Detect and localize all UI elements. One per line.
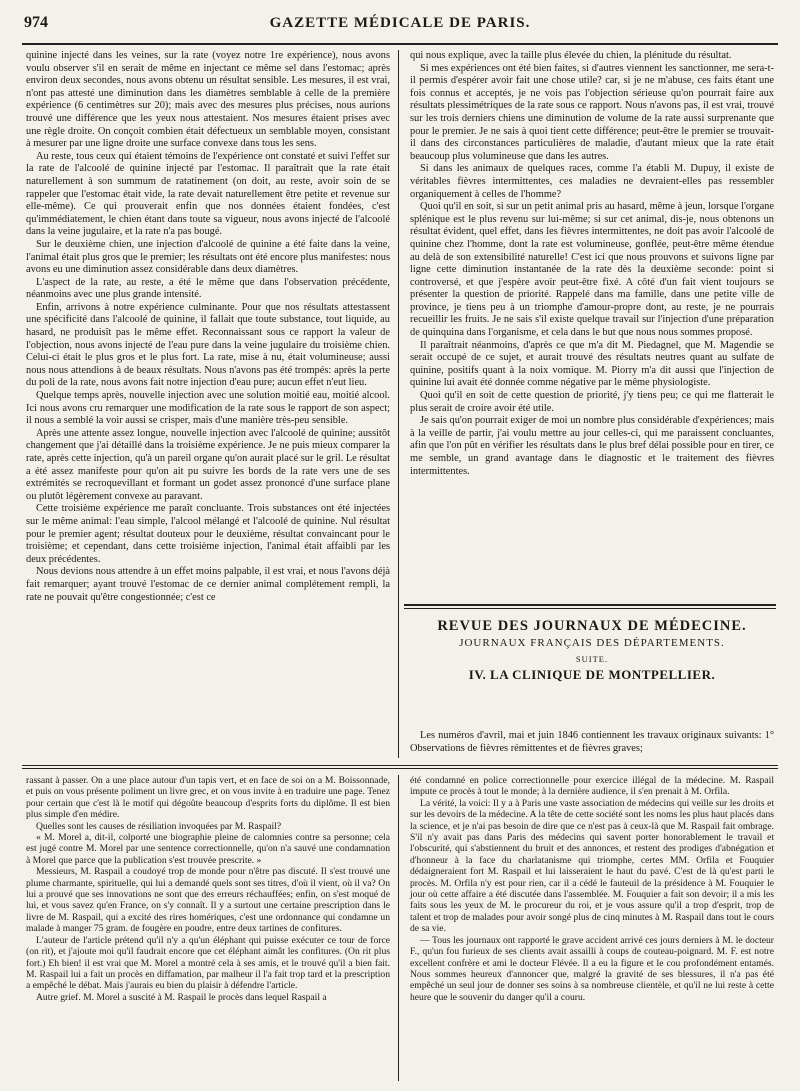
paragraph: Messieurs, M. Raspail a coudoyé trop de monde pour n'être pas discuté. Il s'est trouvé une plume charmante, spirituelle, qui lui a demandé quels sont ses titres, d'où il vient, où il va? On lui a prouvé que ses innovations ne sont que des erreurs réchauffées; enfin, on s'est moqué de lui, et vous savez qu'en France, on s'y connaît. Il y a surtout une certaine prescription dans le livre de M. Raspail, qui a excité des rires homériques, c'est une ordonnance qui condamne un malade à manger 75 gram. de fougère en poudre, entre deux tartines de confitures. [26,866,390,935]
paragraph: Autre grief. M. Morel a suscité à M. Raspail le procès dans lequel Raspail a [36,991,327,1003]
paragraph: — Tous les journaux ont rapporté le grave accident arrivé ces jours derniers à M. le docteur F., qu'un fou furieux de ses clients avait assailli à coups de couteau-poignard. M. F. est notre excellent confrère et ami le docteur Flévée. Il a eu la figure et le cou profondément entamés. Nous sommes heureux d'annoncer que, malgré la gravité de ses blessures, il n'a pas été empêché un seul jour de donner ses soins à sa nombreuse clientèle, et qu'il ne lui reste à cette heure que le souvenir du danger qu'il a couru. [410,934,774,1003]
column-divider-bottom [398,775,399,1081]
horizontal-separator-thin [22,768,778,769]
section-title: REVUE DES JOURNAUX DE MÉDECINE. [437,618,747,634]
section-intro [410,730,774,755]
section-suite: SUITE. [575,654,609,665]
paragraph: Après une attente assez longue, nouvelle injection avec l'alcoolé de quinine; aussitôt changement que j'ai détaillé dans la troisième expérience. Je ne puis mieux comparer la rate, après cette injection, qu'à un pareil organe qu'on aurait placé sur le gril. Le résultat a été assez manifeste pour qu'on ait pu suivre les bords de la rate vers une de ses extrémités se recroquevillant et formant un godet assez prononcé d'une surface plane ou plutôt légèrement convexe au paravant. [26,427,390,502]
column-right-bottom [410,775,774,1003]
paragraph: Je sais qu'on pourrait exiger de moi un nombre plus considérable d'expériences; mais à la veille de partir, j'ai voulu mettre au jour celles-ci, qui me paraissent concluantes, afin que l'on pût en vérifier les résultats dans le plus bref délai possible pour en tirer, ce me semble, un grand avantage dans le diagnostic et le traitement des fièvres intermittentes. [410,415,774,477]
paragraph: Si mes expériences ont été bien faites, si d'autres viennent les sanctionner, me sera-t-il permis d'espérer avoir fait une chose utile? car, si je ne m'abuse, ces faits étant une fois connus et acceptés, je ne vois pas l'objection sérieuse qu'on pourrait faire aux résultats plessimétriques de la rate sous ce rapport. Nous n'avons pas, il est vrai, trouvé sur les trois derniers chiens une diminution de volume de la rate aussi surprenante que pour le premier. Je ne sais à quoi tient cette différence; peut-être le premier se trouvait-il dans des circonstances particulières de maladie, d'autant mieux que la rate était beaucoup plus volumineuse que dans les autres. [410,62,774,162]
paragraph: Quelque temps après, nouvelle injection avec une solution moitié eau, moitié alcool. Ici nous avons cru remarquer une modification de la rate sous le rapport de son aspect; il nous a semblé la voir aussi se crisper, mais d'une manière très-peu sensible. [26,390,390,427]
paragraph: Au reste, tous ceux qui étaient témoins de l'expérience ont constaté et suivi l'effet sur la rate de l'alcoolé de quinine injecté par l'estomac. Il paraîtrait que la rate était naturellement à son summum de ratatinement (on doit, au reste, avoir soin de se rappeler que l'estomac était vide, la rate devait naturellement être petite et revenue sur elle-même). Ce qui prouverait enfin que nos données étaient fondées, c'est qu'immédiatement, le chien étant dans toute sa vigueur, nous avons injecté de l'alcoolé dans la veine jugulaire, et la rate n'a pas bougé. [26,150,390,238]
paragraph: Les numéros d'avril, mai et juin 1846 contiennent les travaux originaux suivants: 1° Observations de fièvres rémittentes et de fièvres graves; [410,730,774,754]
paragraph: qui nous explique, avec la taille plus élevée du chien, la plénitude du résultat. [410,50,732,61]
paragraph: La vérité, la voici: Il y a à Paris une vaste association de médecins qui veille sur les droits et sur les devoirs de la médecine. A la tête de cette société sont les noms les plus haut placés dans la science, et je n'ai pas besoin de dire que ce n'est pas à ceux-là que M. Raspail fait ombrage. S'il n'y avait pas dans Paris des médecins qui savent porter honorablement le travail et l'obscurité, qui s'abstiennent du bruit et des annonces, et restent des prodiges d'abnégation et d'honneur à la face du charlatanisme qui triomphe, certes MM. Orfila et Fouquier dédaigneraient fort M. Raspail et lui laisseraient le haut du pavé. C'est de là qu'est parti le procès. M. Orfila n'y est pour rien, car il a cédé le fauteuil de la présidence à M. Fouquier le jour où cette affaire a été discutée dans l'assemblée. M. Fouquier a fait son devoir; il a mis les faits sous les yeux de M. le procureur du roi, et je vous assure qu'il a trop d'esprit, trop de talent et trop de malades pour avoir songé plus de cinq minutes à M. Raspail dans tout le cours de sa vie. [410,797,774,935]
page-header [24,14,776,38]
paragraph: quinine injecté dans les veines, sur la rate (voyez notre 1re expérience), nous avons voulu observer s'il en serait de même en injectant ce même sel dans l'estomac; après environ deux secondes, nous avons obtenu un résultat sensible. Les mesures, il est vrai, n'ont pas attesté une diminution dans les diamètres semblable à celle de la première expérience (6 centimètres sur 20); mais avec des mesures plus précises, nous aurions trouvé une différence que les yeux nous attestaient. Nos mesures étaient prises avec une règle droite. On conçoit combien était défectueux un semblable moyen, consistant à mesurer par une ligne droite une surface convexe dans tous les sens. [26,50,390,150]
paragraph: Sur le deuxième chien, une injection d'alcoolé de quinine a été faite dans la veine, l'animal était plus gros que le premier; les résultats ont été encore plus manifestes: nous avons eu une diminution assez considérable dans deux diamètres. [26,238,390,276]
paragraph: Quelles sont les causes de résiliation invoquées par M. Raspail? [36,820,282,832]
paragraph: Cette troisième expérience me paraît concluante. Trois substances ont été injectées sur le même animal: l'eau simple, l'alcool mélangé et l'alcoolé de quinine. Nul résultat pour le premier agent; résultat douteux pour le deuxième, résultat convaincant pour le troisième; et cependant, dans cette troisième injection, l'animal était affaibli par les deux précédentes. [26,503,390,565]
paragraph: été condamné en police correctionnelle pour exercice illégal de la médecine. M. Raspail impute ce procès à tout le monde; à la dernière audience, il s'en prenait à M. Orfila. [410,775,774,798]
paragraph: Si dans les animaux de quelques races, comme l'a établi M. Dupuy, il existe de véritables fièvres intermittentes, ces maladies ne devraient-elles pas ressembler organiquement à celles de l'homme? [410,163,774,200]
paragraph: Il paraîtrait néanmoins, d'après ce que m'a dit M. Piedagnel, que M. Magendie se serait occupé de ce sujet, et aurait trouvé des résultats neutres quant au sulfate de quinine, positifs quant à la noix vomique. M. Piorry m'a dit aussi que l'injection de quinine lui avait été donnée comme négative par le même physiologiste. [410,339,774,389]
paragraph: L'aspect de la rate, au reste, a été le même que dans l'observation précédente, néanmoins avec une plus grande intensité. [26,276,390,301]
section-rule-top-thin [404,608,776,609]
horizontal-separator [22,765,778,766]
column-right-top [410,50,774,478]
paragraph: L'auteur de l'article prétend qu'il n'y a qu'un éléphant qui puisse exécuter ce tour de force (on rit), et j'ajoute moi qu'il faudrait encore que cet éléphant aimât les confitures. (On rit plus fort.) Eh bien! il est vrai que M. Morel a montré cela à ses amis, et le trouvé qu'il a bien fait. M. Raspail lui a fait un procès en diffamation, par malheur il l'a fait trop tard et la prescription a empêché le débat. Mais j'aurais eu bien du plaisir à défendre l'article. [26,934,390,992]
paragraph: rassant à passer. On a une place autour d'un tapis vert, et en face de soi on a M. Boissonnade, et puis on vous présente poliment un livre grec, et on vous invite à en traduire une page. Tenez pour certain que c'est là le motif qui dégoûte beaucoup d'esprits forts du diplôme. Il est bien plus simple d'en médire. [26,775,390,821]
column-left-bottom [26,775,390,1003]
header-rule [22,43,778,45]
column-divider [398,50,399,758]
section-subtitle: JOURNAUX FRANÇAIS DES DÉPARTEMENTS. [459,636,725,649]
column-left-top [26,50,390,604]
paragraph: Enfin, arrivons à notre expérience culminante. Pour que nos résultats attestassent une spécificité dans l'alcoolé de quinine, il fallait que toute substance, tout liquide, au hasard, ne produisît pas le même effet. Reconnaissant sous ce rapport la valeur de l'objection, nous avons injecté de l'eau pure dans la veine jugulaire du troisième chien. Celui-ci était le plus gros et le plus fort. La rate, mise à nu, était volumineuse; aussi nous nous attendions à de beaux résultats. Nous n'avons pas été trompés: après la perte du poli de la rate, nous avons fait notre injection d'eau pure; aucun effet n'eut lieu. [26,301,390,389]
page-number: 974 [24,14,48,31]
section-rule-top [404,604,776,606]
paragraph: « M. Morel a, dit-il, colporté une biographie pleine de calomnies contre sa personne; cela est jugé contre M. Morel par une sentence correctionnelle, qu'on n'a sauvé une condamnation à Morel que parce que la publication s'est trouvée prescrite. » [26,832,390,866]
section-heading [410,620,774,681]
journal-title: GAZETTE MÉDICALE DE PARIS. [269,15,531,31]
paragraph: Quoi qu'il en soit de cette question de priorité, j'y tiens peu; ce qui me flatterait le plus serait de croire avoir été utile. [410,390,774,414]
section-category: IV. LA CLINIQUE DE MONTPELLIER. [468,666,716,682]
paragraph: Quoi qu'il en soit, si sur un petit animal pris au hasard, même à jeun, lorsque l'organe splénique est le plus revenu sur lui-même; si sur cet animal, dis-je, nous obtenons un résultat évident, quel effet, dans les fièvres intermittentes, ne doit pas avoir l'alcoolé de quinine chez l'homme, dont la rate est volumineuse, gonflée, peut-être même étendue au delà de son extensibilité naturelle! C'est ici que nous prouvons et suivons ligne par ligne cette diminution instantanée de la rate dès la deuxième seconde: point si controversé, et que j'espère avoir peut-être fixé. A côté d'un fait vient toujours se présenter la question de priorité. Rappelé dans ma famille, dans une petite ville de province, je tiens peu à un triomphe d'amour-propre dont, au reste, je ne pourrais recueillir les fruits. Je ne sais s'il existe quelque travail sur l'injection d'une préparation de quinquina dans l'organisme, et cela dans le but que nous nous sommes proposé. [410,201,774,339]
paragraph: Nous devions nous attendre à un effet moins palpable, il est vrai, et nous l'avons déjà fait remarquer; ayant trouvé l'estomac de ce dernier animal complétement rempli, la rate ne pouvait qu'être congestionnée; c'est ce [26,566,390,603]
